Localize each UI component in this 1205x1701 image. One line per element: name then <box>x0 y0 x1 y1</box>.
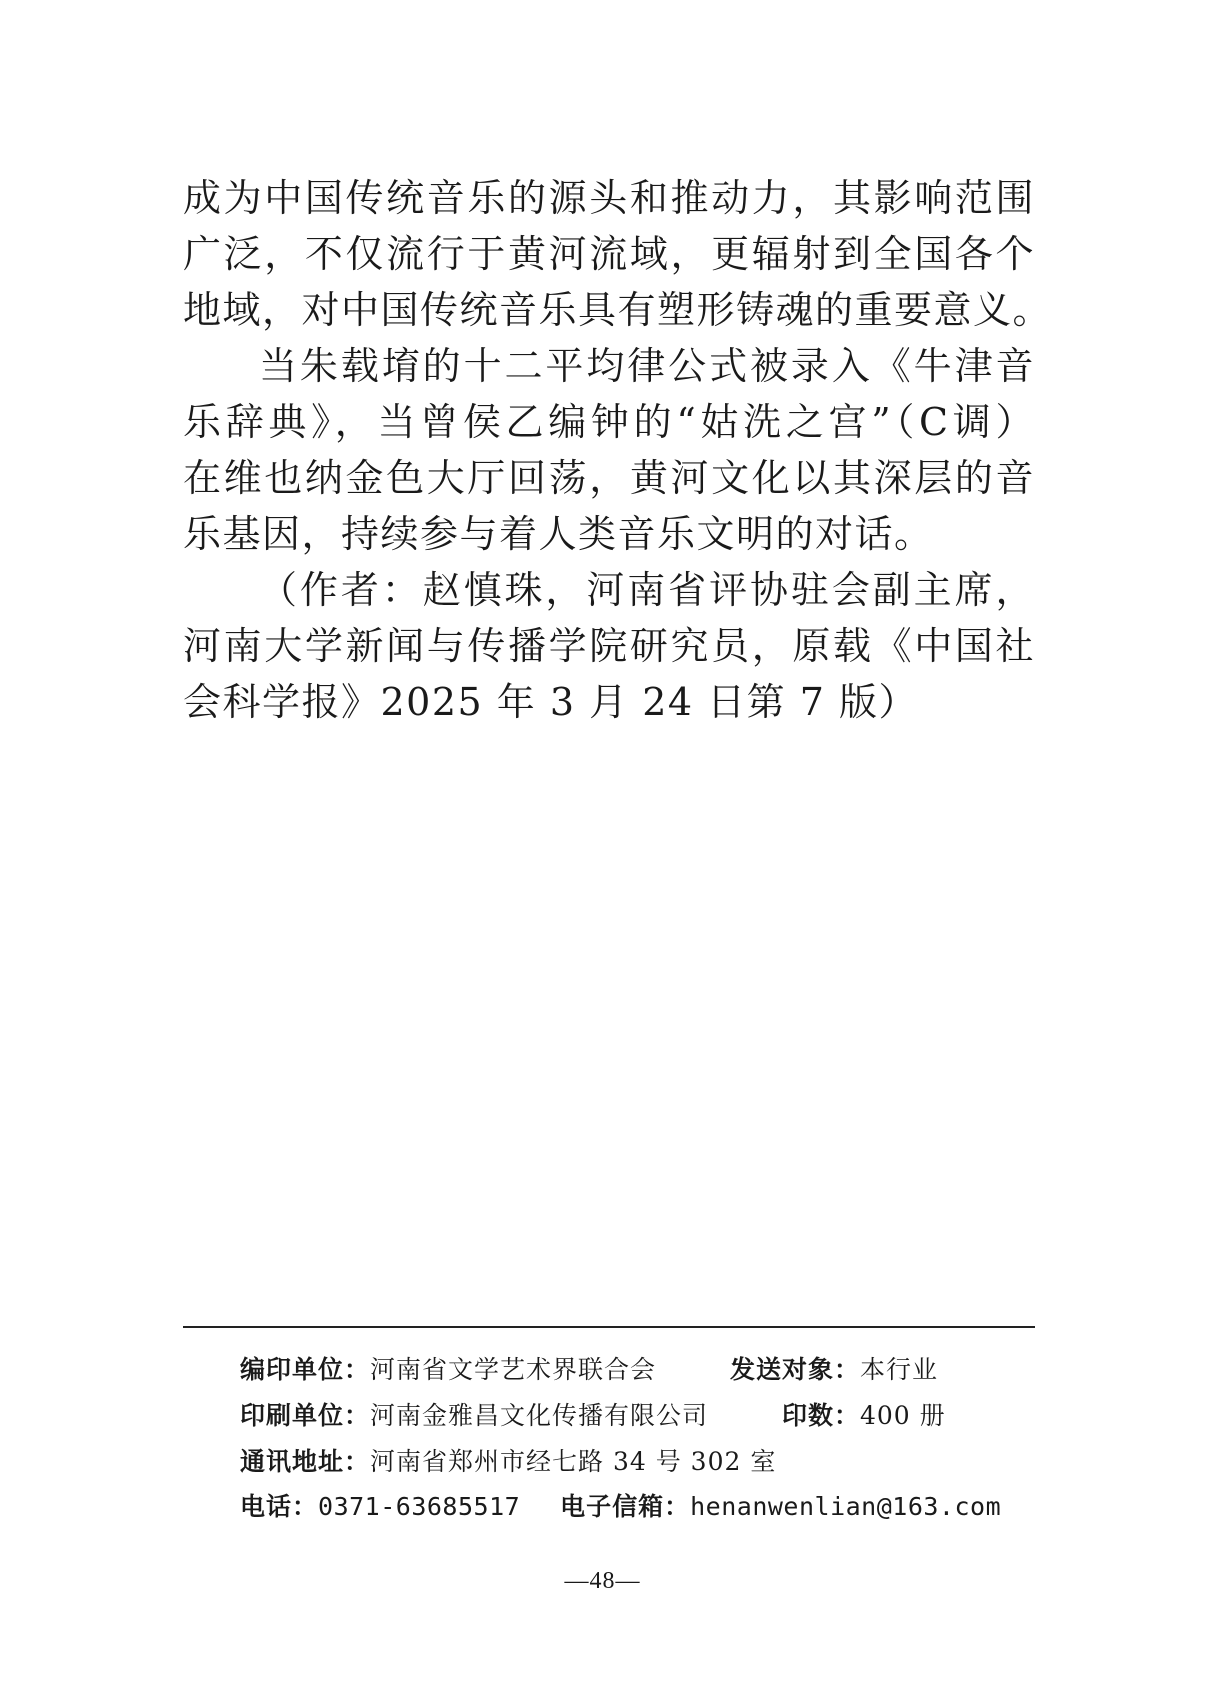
text-line: 地域，对中国传统音乐具有塑形铸魂的重要意义。 <box>183 288 1053 332</box>
colophon-row-printer <box>240 1398 946 1434</box>
recipient-label: 发送对象： <box>729 1355 860 1384</box>
text-line: 广泛，不仅流行于黄河流域，更辐射到全国各个 <box>183 232 1035 276</box>
colophon-divider <box>183 1326 1035 1328</box>
editor-label: 编印单位： <box>240 1355 371 1384</box>
colophon-row-address <box>240 1444 776 1480</box>
printer-label: 印刷单位： <box>240 1401 371 1430</box>
phone-label: 电话： <box>240 1492 319 1521</box>
text-line: 乐辞典》，当曾侯乙编钟的“姑洗之宫”（C调） <box>183 400 1035 444</box>
article-body <box>183 170 1053 730</box>
copies-label: 印数： <box>781 1401 860 1430</box>
phone-value: 0371-63685517 <box>318 1492 521 1521</box>
copies-value: 400 册 <box>859 1401 946 1430</box>
divider-line <box>183 1326 1035 1328</box>
text-line: 成为中国传统音乐的源头和推动力，其影响范围 <box>183 176 1035 220</box>
printer-value: 河南金雅昌文化传播有限公司 <box>370 1401 709 1430</box>
text-line: （作者：赵慎珠，河南省评协驻会副主席， <box>259 568 1035 612</box>
text-line: 会科学报》2025 年 3 月 24 日第 7 版） <box>183 680 918 724</box>
recipient-value: 本行业 <box>859 1355 938 1384</box>
address-value: 河南省郑州市经七路 34 号 302 室 <box>370 1447 777 1476</box>
email-value: henanwenlian@163.com <box>690 1492 1002 1521</box>
colophon-row-contact <box>240 1489 1001 1525</box>
text-line: 乐基因，持续参与着人类音乐文明的对话。 <box>183 512 934 556</box>
text-line: 河南大学新闻与传播学院研究员，原载《中国社 <box>183 624 1035 668</box>
editor-value: 河南省文学艺术界联合会 <box>370 1355 657 1384</box>
address-label: 通讯地址： <box>240 1447 371 1476</box>
text-line: 在维也纳金色大厅回荡，黄河文化以其深层的音 <box>183 456 1035 500</box>
page-number: —48— <box>564 1568 641 1594</box>
email-label: 电子信箱： <box>560 1492 691 1521</box>
colophon-row-editor <box>240 1352 938 1388</box>
text-line: 当朱载堉的十二平均律公式被录入《牛津音 <box>259 344 1035 388</box>
